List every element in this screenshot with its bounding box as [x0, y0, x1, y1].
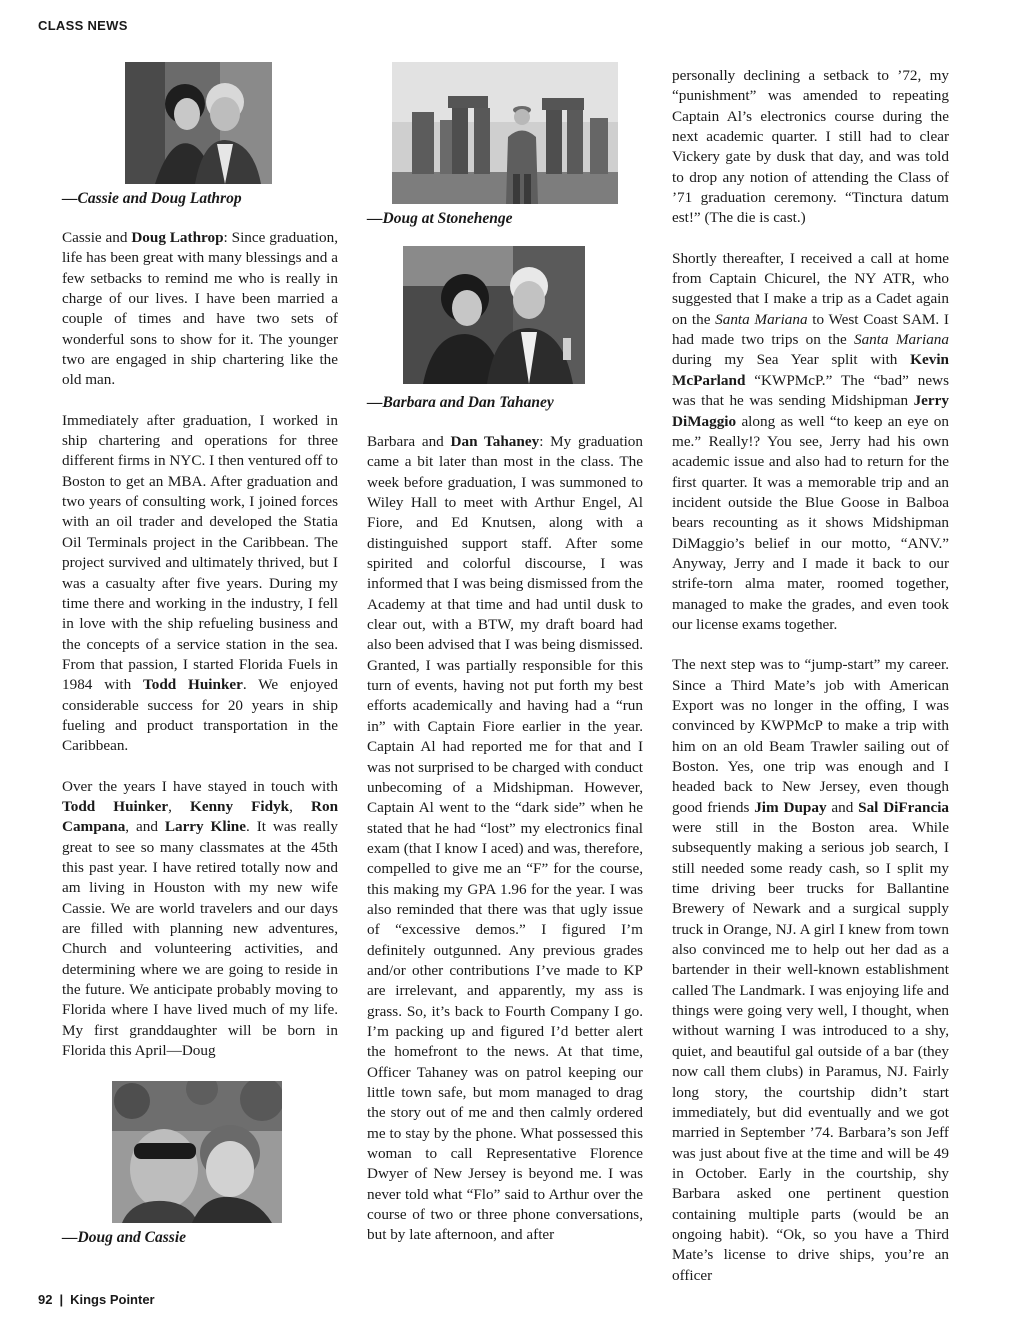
text-run: Cassie and	[62, 229, 132, 246]
text-run: , and	[125, 818, 165, 836]
publication-name: Kings Pointer	[70, 1292, 155, 1307]
text-run: to West Coast SAM. I had made two trips on the	[672, 310, 949, 349]
text-run: along as well “to keep an eye on me.” Really!? You see, Jerry had his own academic issue and also had to return for the first quarter. It was a memorable trip and an incident outside the Blue Goose in Balboa bears recounting as it shows Midshipman DiMaggio’s belief in our motto, “ANV.” Anyway, Jerry and I made it back to our strife-torn alma mater, roomed together, managed to make the grades, and even took our license exams together.	[672, 412, 949, 633]
tahaney-paragraph-4	[672, 655, 949, 1286]
photo-lathrop	[125, 62, 272, 184]
text-run: : My graduation came a bit later than most in the class. The week before graduation, I was summoned to Wiley Hall to meet with Arthur Engel, Al Fiore, and Ed Knutsen, along with a distinguished support staff. After some spirited and colorful discourse, I was informed that I was being dismissed from the Academy at that time and had until dusk to clear out, with a BTW, my draft board had also been advised that I was being dismissed. Granted, I was partially responsible for this turn of events, having not put forth my best efforts academically and having had a “run in” with Captain Fiore earlier in the year. Captain Al had reported me for that and I was not surprised to be charged with conduct unbecoming of a Midshipman. However, Captain Al went to the “dark side” when he stated that he had “lost” my electronics final exam (that I know I aced) and was, therefore, compelled to give me an “F” for the course, this making my GPA 1.96 for the year. I was also reminded that there was that ugly issue of “excessive demos.” I figured I’m definitely outgunned. Any previous grades and/or other contributions I’ve made to KP are irrelevant, and apparently, my ass is grass. So, it’s back to Fourth Company I go. I’m packing up and figured I’d better alert the homefront to the news. At that time, Officer Tahaney was on patrol keeping our little town safe, but mom managed to drag the story out of me and then calmly ordered me to stay by the phone. What possessed this woman to call Representative Florence Dwyer of New Jersey is beyond me. I was never told what “Flo” said to Arthur over the course of two or three phone conversations, but by late afternoon, and after	[367, 433, 643, 1244]
text-run: ,	[289, 797, 312, 815]
photo-stonehenge-caption: —Doug at Stonehenge	[367, 210, 513, 227]
classmate-name: Sal DiFrancia	[858, 798, 950, 816]
classmate-name: Kenny Fidyk	[190, 797, 290, 815]
lathrop-paragraph-2	[62, 411, 338, 757]
classmate-name: Todd Huinker	[62, 797, 169, 815]
text-run: . It was really great to see so many classmates at the 45th this past year. I have retired totally now and am living in Houston with my new wife Cassie. We are world travelers and our days are filled with planning new adventures, Church and volunteering activities, and determining where we are going to reside in the future. We anticipate probably moving to Florida where I have lived much of my life. My first granddaughter will be born in Florida this April—Doug	[62, 818, 338, 1060]
text-run: Barbara and	[367, 433, 451, 450]
photo-doug-cassie-caption: —Doug and Cassie	[62, 1229, 187, 1246]
text-run: : Since graduation, life has been great with many blessings and a few setbacks to remind me who is really in charge of our lives. I have been married a couple of times and have two sets of wonderful sons to show for it. The younger two are engaged in ship chartering like the old man.	[62, 229, 338, 389]
classmate-name: Larry Kline	[164, 818, 246, 836]
tahaney-paragraph-2	[672, 66, 949, 229]
tahaney-paragraph-1	[367, 432, 643, 1246]
column-3	[672, 66, 949, 1306]
section-header: CLASS NEWS	[38, 18, 128, 33]
text-run: personally declining a setback to ’72, my “punishment” was amended to repeating Captain Al’s electronics course during the next academic quarter. I still had to clear Vickery gate by dusk that day, and was told to drop any notion of attending the Class of ’71 graduation ceremony. “Tinctura datum est!” (The die is cast.)	[672, 67, 949, 227]
classmate-name: Jim Dupay	[754, 798, 827, 816]
photo-doug-cassie	[112, 1081, 282, 1223]
text-run: Shortly thereafter, I received a call at home from Captain Chicurel, the NY ATR, who suggested that I make a trip as a Cadet again on the	[672, 249, 949, 328]
footer-separator: |	[59, 1292, 64, 1307]
text-run: “KWPMcP.” The “bad” news was that he was sending Midshipman	[672, 371, 949, 410]
text-run: Over the years I have stayed in touch with	[62, 777, 338, 795]
text-run: . We enjoyed considerable success for 20 years in ship fueling and product transportation in the Caribbean.	[62, 676, 338, 755]
photo-tahaney-caption: —Barbara and Dan Tahaney	[367, 394, 554, 411]
ship-name: Santa Mariana	[715, 310, 808, 328]
text-run: were still in the Boston area. While subsequently making a serious job search, I still needed some ready cash, so I split my time driving beer trucks for Ballantine Brewery of Newark and a surgical supply truck in Orange, NJ. A girl I knew from town also convinced me to help out her dad as a bartender in their well-known establishment called The Landmark. I was enjoying life and things were going very well, I thought, when without warning I was introduced to a shy, quiet, and beautiful gal outside of a bar (they now call them clubs) in Paramus, NJ. Fairly long story, the courtship didn’t start immediately, but did eventually and we got married in September ’74. Barbara’s son Jeff was just about five at the time and will be 49 in October. Early in the courtship, shy Barbara asked one pertinent question containing multiple parts (would be an ongoing habit). “Ok, so you have a Third Mate’s license to drive ships, you’re an officer	[672, 819, 949, 1284]
text-run: The next step was to “jump-start” my career. Since a Third Mate’s job with American Export was no longer in the offing, I was convinced by KWPMcP to make a trip with him on an old Beam Trawler sailing out of Boston. Yes, one trip was enough and I headed back to New Jersey, even though good friends	[672, 656, 949, 816]
photo-lathrop-caption: —Cassie and Doug Lathrop	[62, 190, 242, 207]
classmate-name: Dan Tahaney	[450, 433, 540, 450]
tahaney-paragraph-3	[672, 249, 949, 636]
classmate-name: Doug Lathrop	[131, 229, 224, 246]
photo-tahaney	[403, 246, 585, 384]
photo-stonehenge	[392, 62, 618, 204]
ship-name: Santa Mariana	[853, 331, 949, 349]
text-run: Immediately after graduation, I worked in ship chartering and operations for three different firms in NYC. I then ventured off to Boston to get an MBA. After graduation and two years of consulting work, I joined forces with an oil trader and developed the Statia Oil Terminals project in the Caribbean. The project survived and ultimately thrived, but I was a casualty after five years. During my time there and working in the industry, I fell in love with the ship refueling business and the concepts of a service station in the sea. From that passion, I started Florida Fuels in 1984 with	[62, 411, 338, 694]
classmate-name: Ron Campana	[62, 797, 339, 836]
classmate-name: Jerry DiMaggio	[672, 392, 949, 430]
lathrop-paragraph-3	[62, 777, 338, 1062]
column-1	[62, 228, 338, 1081]
page-number: 92	[38, 1292, 53, 1307]
text-run: and	[826, 798, 859, 816]
classmate-name: Todd Huinker	[143, 676, 243, 694]
text-run: ,	[168, 797, 191, 815]
column-2	[367, 432, 643, 1266]
lathrop-paragraph-1	[62, 228, 338, 391]
page-footer	[38, 1292, 155, 1307]
classmate-name: Kevin McParland	[672, 351, 949, 389]
text-run: during my Sea Year split with	[672, 351, 911, 369]
